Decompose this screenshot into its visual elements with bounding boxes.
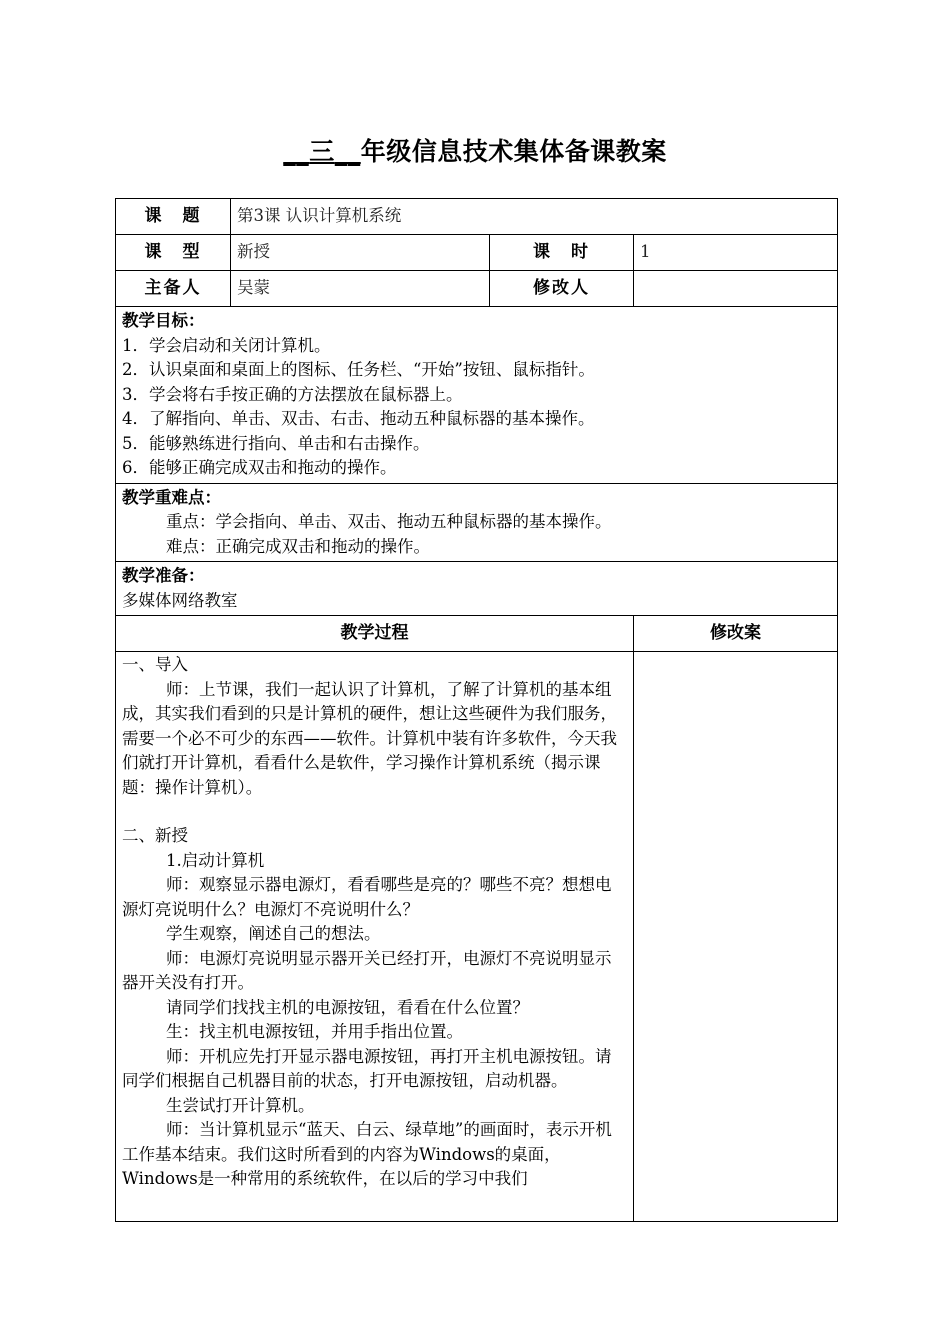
revision-content-cell bbox=[634, 652, 838, 1222]
process-paragraph: 师：开机应先打开显示器电源按钮，再打开主机电源按钮。请同学们根据自己机器目前的状态，打开电源按钮，启动机器。 bbox=[122, 1046, 612, 1090]
page-title: __三__年级信息技术集体备课教案 bbox=[283, 137, 667, 166]
topic-value: 第3课 认识计算机系统 bbox=[231, 199, 838, 235]
process-paragraph: 师：观察显示器电源灯，看看哪些是亮的？哪些不亮？想想电源灯亮说明什么？电源灯不亮说明什么？ bbox=[122, 875, 612, 919]
objective-item: 2．认识桌面和桌面上的图标、任务栏、“开始”按钮、鼠标指针。 bbox=[122, 360, 595, 379]
objective-item: 6．能够正确完成双击和拖动的操作。 bbox=[122, 458, 397, 477]
objective-item: 3．学会将右手按正确的方法摆放在鼠标器上。 bbox=[122, 384, 463, 404]
type-row bbox=[116, 235, 838, 271]
spacer bbox=[122, 800, 627, 824]
process-heading: 教学过程 bbox=[116, 616, 634, 652]
type-label: 课 型 bbox=[116, 235, 231, 271]
objectives-cell bbox=[116, 307, 838, 484]
objectives-row bbox=[116, 307, 838, 484]
preparer-label: 主备人 bbox=[116, 271, 231, 307]
topic-row bbox=[116, 199, 838, 235]
process-paragraph: 师：当计算机显示“蓝天、白云、绿草地”的画面时，表示开机工作基本结束。我们这时所看到的内容为Windows的桌面，Windows是一种常用的系统软件，在以后的学习中我们 bbox=[122, 1120, 612, 1188]
preparation-text: 多媒体网络教室 bbox=[122, 590, 238, 610]
lesson-plan-table bbox=[115, 198, 838, 1222]
key-points-cell bbox=[116, 483, 838, 562]
intro-title: 一、导入 bbox=[122, 655, 188, 674]
hours-value: 1 bbox=[634, 235, 838, 271]
preparation-cell bbox=[116, 562, 838, 616]
hours-label: 课 时 bbox=[490, 235, 634, 271]
objectives-heading: 教学目标： bbox=[122, 311, 205, 330]
preparation-row bbox=[116, 562, 838, 616]
process-paragraph: 师：电源灯亮说明显示器开关已经打开，电源灯不亮说明显示器开关没有打开。 bbox=[122, 948, 612, 992]
process-paragraph: 学生观察，阐述自己的想法。 bbox=[166, 924, 381, 943]
step-title: 1.启动计算机 bbox=[166, 850, 265, 870]
preparer-value: 吴蒙 bbox=[231, 271, 490, 307]
process-content-cell bbox=[116, 652, 634, 1222]
preparer-row bbox=[116, 271, 838, 307]
type-value: 新授 bbox=[231, 235, 490, 271]
revision-heading: 修改案 bbox=[634, 616, 838, 652]
process-body-row bbox=[116, 652, 838, 1222]
preparation-heading: 教学准备： bbox=[122, 566, 205, 585]
key-point-text: 重点：学会指向、单击、双击、拖动五种鼠标器的基本操作。 bbox=[166, 512, 612, 531]
reviser-value bbox=[634, 271, 838, 307]
grade-blank: __三__ bbox=[283, 137, 361, 166]
intro-text: 师：上节课，我们一起认识了计算机，了解了计算机的基本组成，其实我们看到的只是计算机的硬件，想让这些硬件为我们服务，需要一个必不可少的东西——软件。计算机中装有许多软件，今天我们就打开计算机，看看什么是软件，学习操作计算机系统（揭示课题：操作计算机）。 bbox=[122, 679, 617, 797]
key-points-heading: 教学重难点： bbox=[122, 487, 221, 507]
process-paragraph: 请同学们找找主机的电源按钮，看看在什么位置？ bbox=[166, 997, 529, 1017]
new-lesson-title: 二、新授 bbox=[122, 826, 188, 845]
objective-item: 5．能够熟练进行指向、单击和右击操作。 bbox=[122, 433, 430, 453]
reviser-label: 修改人 bbox=[490, 271, 634, 307]
process-paragraph: 生：找主机电源按钮，并用手指出位置。 bbox=[166, 1022, 463, 1041]
objective-item: 1．学会启动和关闭计算机。 bbox=[122, 335, 331, 355]
process-header-row bbox=[116, 616, 838, 652]
key-points-row bbox=[116, 483, 838, 562]
topic-label: 课 题 bbox=[116, 199, 231, 235]
process-paragraph: 生尝试打开计算机。 bbox=[166, 1095, 315, 1115]
difficult-point-text: 难点：正确完成双击和拖动的操作。 bbox=[166, 536, 430, 556]
objective-item: 4．了解指向、单击、双击、右击、拖动五种鼠标器的基本操作。 bbox=[122, 409, 595, 428]
